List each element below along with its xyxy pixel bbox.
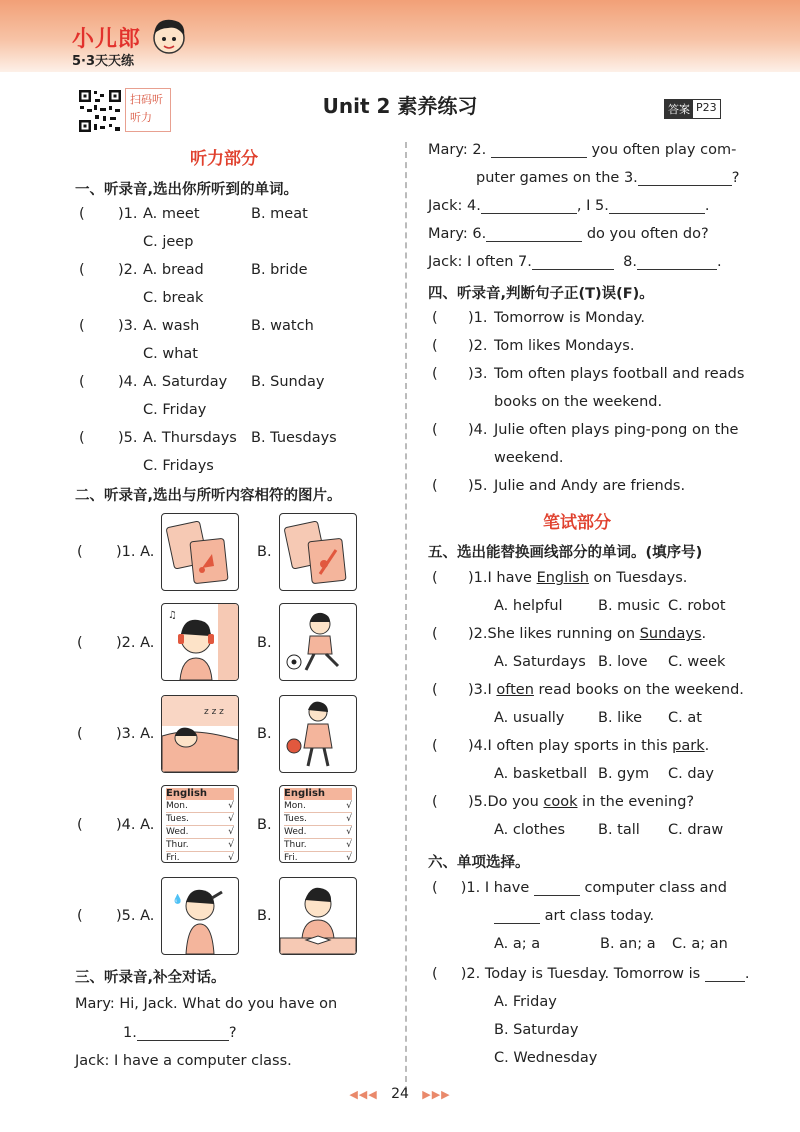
question-number: )4. A. [116, 817, 155, 833]
option-b[interactable]: B. like [598, 710, 643, 726]
written-section-title: 笔试部分 [543, 513, 611, 533]
q6-2-option-c[interactable]: C. Wednesday [494, 1050, 598, 1066]
option-b[interactable]: B. Sunday [251, 374, 325, 390]
option-b[interactable]: B. meat [251, 206, 308, 222]
schedule-row [284, 839, 352, 852]
schedule-day: Mon. [284, 801, 306, 811]
option-b[interactable]: B. love [598, 654, 648, 670]
question-number: )2. [118, 262, 138, 278]
schedule-day: Fri. [284, 853, 298, 863]
schedule-table-b: English Mon. √ Tues. √ Wed. √ Thur. √ Fri. √ [284, 788, 352, 863]
picture-2a-girl-headphones[interactable] [161, 603, 239, 681]
question-number: )2. A. [116, 635, 155, 651]
schedule-table-a: English Mon. √ Tues. √ Wed. √ Thur. √ Fri. √ [166, 788, 234, 863]
option-b-label: B. [257, 817, 272, 833]
check-icon: √ [228, 853, 234, 863]
question-number: )5. [118, 430, 138, 446]
check-icon: √ [346, 853, 352, 863]
schedule-day: Mon. [166, 801, 188, 811]
question-number: )1. [468, 310, 488, 326]
answer-paren[interactable]: ( [77, 817, 83, 833]
mascot-icon [148, 14, 190, 64]
schedule-row [166, 852, 234, 863]
svg-text:♫: ♫ [168, 610, 177, 621]
option-a[interactable]: A. usually [494, 710, 565, 726]
basketball-girl-icon [280, 696, 356, 772]
blank-2[interactable] [491, 157, 587, 158]
schedule-day: Wed. [284, 827, 307, 837]
part5-heading: 五、选出能替换画线部分的单词。(填序号) [428, 545, 703, 561]
answer-page: P23 [696, 101, 717, 114]
question-number: )4. [468, 422, 488, 438]
column-divider [405, 142, 407, 1092]
blank-3[interactable] [638, 185, 732, 186]
option-a[interactable]: A. clothes [494, 822, 566, 838]
option-b-label: B. [257, 544, 272, 560]
answer-paren[interactable]: ( [432, 738, 438, 754]
option-a[interactable]: A. Saturdays [494, 654, 586, 670]
series-name: 5·3天天练 [72, 54, 135, 69]
option-b[interactable]: B. tall [598, 822, 640, 838]
sentence-pre: I [487, 682, 497, 698]
option-c[interactable]: C. what [143, 346, 198, 362]
dialog-line-1b: 1. ? [123, 1025, 237, 1041]
dialog-line-6: Jack: I often 7. 8. . [428, 254, 722, 270]
part3-heading: 三、听录音,补全对话。 [75, 970, 226, 986]
picture-1a-music-books[interactable] [161, 513, 239, 591]
answer-paren[interactable]: ( [79, 374, 85, 390]
art-book-icon [280, 514, 356, 590]
schedule-row [166, 813, 234, 826]
picture-5b-boy-reading[interactable] [279, 877, 357, 955]
schedule-row [284, 826, 352, 839]
headphones-girl-icon [162, 604, 238, 680]
answer-paren[interactable]: ( [79, 318, 85, 334]
answer-label: 答案 [665, 100, 693, 118]
statement: Tom often plays football and reads [494, 366, 745, 382]
sentence-post: in the evening? [577, 794, 695, 810]
option-b[interactable]: B. bride [251, 262, 308, 278]
check-icon: √ [228, 840, 234, 850]
sentence-post: on Tuesdays. [588, 570, 688, 586]
next-arrows-icon: ▶▶▶ [422, 1088, 451, 1101]
answer-paren[interactable]: ( [77, 544, 83, 560]
option-c[interactable]: C. Fridays [143, 458, 214, 474]
q6-2-option-a[interactable]: A. Friday [494, 994, 557, 1010]
picture-3a-sleeping[interactable] [161, 695, 239, 773]
page-footer [0, 1086, 800, 1102]
part2-heading: 二、听录音,选出与所听内容相符的图片。 [75, 488, 342, 504]
sentence-pre: Do you [487, 794, 544, 810]
option-b-label: B. [257, 635, 272, 651]
check-icon: √ [346, 827, 352, 837]
blank-q6-1b[interactable] [494, 923, 540, 924]
listening-section-title: 听力部分 [190, 149, 258, 169]
sick-boy-icon [162, 878, 238, 954]
option-b[interactable]: B. Tuesdays [251, 430, 337, 446]
dialog-line-2: Jack: I have a computer class. [75, 1053, 292, 1069]
option-a[interactable]: A. wash [143, 318, 200, 334]
schedule-day: Fri. [166, 853, 180, 863]
option-c[interactable]: C. break [143, 290, 204, 306]
scan-to-listen-label: 扫码听听力 [125, 88, 171, 132]
question-sentence [468, 626, 706, 642]
question-sentence [468, 682, 744, 698]
sentence-post: . [704, 738, 710, 754]
brand-name: 小儿郎 [72, 27, 142, 52]
part1-heading: 一、听录音,选出你所听到的单词。 [75, 182, 299, 198]
option-b[interactable]: B. watch [251, 318, 314, 334]
picture-4a-schedule[interactable] [161, 785, 239, 863]
sentence-pre: I have [487, 570, 537, 586]
answer-paren[interactable]: ( [432, 310, 438, 326]
option-c[interactable]: C. jeep [143, 234, 194, 250]
question-number: )4. [468, 738, 488, 754]
answer-paren[interactable]: ( [79, 430, 85, 446]
answer-page-badge [664, 99, 721, 119]
q6-2-option-b[interactable]: B. Saturday [494, 1022, 579, 1038]
answer-paren[interactable]: ( [432, 422, 438, 438]
part6-heading: 六、单项选择。 [428, 855, 530, 871]
option-c[interactable]: C. Friday [143, 402, 207, 418]
question-number: )1. A. [116, 544, 155, 560]
option-b[interactable]: B. gym [598, 766, 650, 782]
reading-boy-icon [280, 878, 356, 954]
blank-q6-2[interactable] [705, 981, 745, 982]
sentence-post: . [701, 626, 707, 642]
brand-logo [72, 22, 182, 68]
dialog-line-4: Jack: 4. , I 5. . [428, 198, 710, 214]
svg-text:💧: 💧 [172, 895, 184, 905]
picture-5a-sick-boy[interactable] [161, 877, 239, 955]
option-c[interactable]: C. at [668, 710, 702, 726]
picture-1b-art-books[interactable] [279, 513, 357, 591]
option-b-label: B. [257, 726, 272, 742]
question-number: )4. [118, 374, 138, 390]
answer-paren[interactable]: ( [432, 626, 438, 642]
answer-paren[interactable]: ( [432, 478, 438, 494]
option-a[interactable]: A. Thursdays [143, 430, 237, 446]
option-a[interactable]: A. basketball [494, 766, 588, 782]
question-sentence [468, 794, 694, 810]
dialog-line-3b: puter games on the 3. ? [476, 170, 740, 186]
question-number: )3. [118, 318, 138, 334]
schedule-row [284, 800, 352, 813]
option-a[interactable]: A. Saturday [143, 374, 228, 390]
blank-7[interactable] [532, 269, 614, 270]
answer-paren[interactable]: ( [79, 206, 85, 222]
picture-2b-boy-soccer[interactable] [279, 603, 357, 681]
check-icon: √ [228, 801, 234, 811]
q6-1-line-a: ( )1. I have computer class and [432, 880, 727, 896]
sentence-pre: I often play sports in this [487, 738, 673, 754]
answer-paren[interactable]: ( [77, 635, 83, 651]
option-a[interactable]: A. bread [143, 262, 204, 278]
q6-2-line: ( )2. Today is Tuesday. Tomorrow is . [432, 966, 750, 982]
q6-1-line-b: art class today. [494, 908, 654, 924]
answer-paren[interactable]: ( [432, 682, 438, 698]
question-number: )3. A. [116, 726, 155, 742]
answer-paren[interactable]: ( [77, 908, 83, 924]
question-number: )5. [468, 478, 488, 494]
schedule-row [166, 800, 234, 813]
option-b-label: B. [257, 908, 272, 924]
question-sentence [468, 570, 687, 586]
statement: Julie and Andy are friends. [494, 478, 686, 494]
schedule-day: Wed. [166, 827, 189, 837]
answer-paren[interactable]: ( [432, 794, 438, 810]
schedule-row [284, 852, 352, 863]
answer-paren[interactable]: ( [432, 338, 438, 354]
schedule-row [166, 839, 234, 852]
sentence-pre: She likes running on [487, 626, 640, 642]
picture-4b-schedule[interactable] [279, 785, 357, 863]
answer-paren[interactable]: ( [432, 366, 438, 382]
music-book-icon [162, 514, 238, 590]
option-a[interactable]: A. meet [143, 206, 200, 222]
question-sentence [468, 738, 709, 754]
answer-paren[interactable]: ( [432, 570, 438, 586]
blank-4[interactable] [481, 213, 577, 214]
check-icon: √ [228, 827, 234, 837]
page-title: Unit 2 素养练习 [322, 94, 478, 118]
check-icon: √ [228, 814, 234, 824]
schedule-day: Thur. [284, 840, 307, 850]
schedule-day: Tues. [166, 814, 189, 824]
question-number: )5. [468, 794, 488, 810]
underlined-word: often [496, 682, 534, 698]
option-c[interactable]: C. day [668, 766, 715, 782]
schedule-row [166, 826, 234, 839]
question-number: )2. [468, 626, 488, 642]
option-c[interactable]: C. draw [668, 822, 724, 838]
answer-paren[interactable]: ( [77, 726, 83, 742]
blank-5[interactable] [609, 213, 705, 214]
question-number: )1. [468, 570, 488, 586]
statement: Tomorrow is Monday. [494, 310, 645, 326]
schedule-day: Thur. [166, 840, 189, 850]
sentence-post: read books on the weekend. [533, 682, 744, 698]
statement-cont: weekend. [494, 450, 564, 466]
answer-paren[interactable]: ( [79, 262, 85, 278]
option-c[interactable]: C. week [668, 654, 726, 670]
option-a[interactable]: A. helpful [494, 598, 563, 614]
dialog-line-3: Mary: 2. you often play com- [428, 142, 737, 158]
underlined-word: cook [543, 794, 578, 810]
underlined-word: park [672, 738, 705, 754]
question-number: )1. [118, 206, 138, 222]
option-b[interactable]: B. music [598, 598, 661, 614]
blank-q6-1a[interactable] [534, 895, 580, 896]
picture-3b-girl-basketball[interactable] [279, 695, 357, 773]
option-c[interactable]: C. robot [668, 598, 726, 614]
schedule-row [284, 813, 352, 826]
statement-cont: books on the weekend. [494, 394, 663, 410]
part4-heading: 四、听录音,判断句子正(T)误(F)。 [428, 286, 654, 302]
underlined-word: English [536, 570, 589, 586]
svg-text:z z z: z z z [204, 707, 224, 717]
question-number: )3. [468, 682, 488, 698]
sleeping-icon [162, 696, 238, 772]
soccer-boy-icon [280, 604, 356, 680]
question-number: )2. [468, 338, 488, 354]
check-icon: √ [346, 840, 352, 850]
dialog-line-5: Mary: 6. do you often do? [428, 226, 709, 242]
blank-1[interactable] [137, 1040, 229, 1041]
question-number: )3. [468, 366, 488, 382]
dialog-line-1: Mary: Hi, Jack. What do you have on [75, 996, 338, 1012]
statement: Tom likes Mondays. [494, 338, 635, 354]
page-number: 24 [391, 1086, 409, 1102]
statement: Julie often plays ping-pong on the [494, 422, 739, 438]
blank-6[interactable] [486, 241, 582, 242]
question-number: )5. A. [116, 908, 155, 924]
check-icon: √ [346, 801, 352, 811]
check-icon: √ [346, 814, 352, 824]
schedule-day: Tues. [284, 814, 307, 824]
underlined-word: Sundays [639, 626, 702, 642]
blank-8[interactable] [637, 269, 717, 270]
prev-arrows-icon: ◀◀◀ [349, 1088, 378, 1101]
